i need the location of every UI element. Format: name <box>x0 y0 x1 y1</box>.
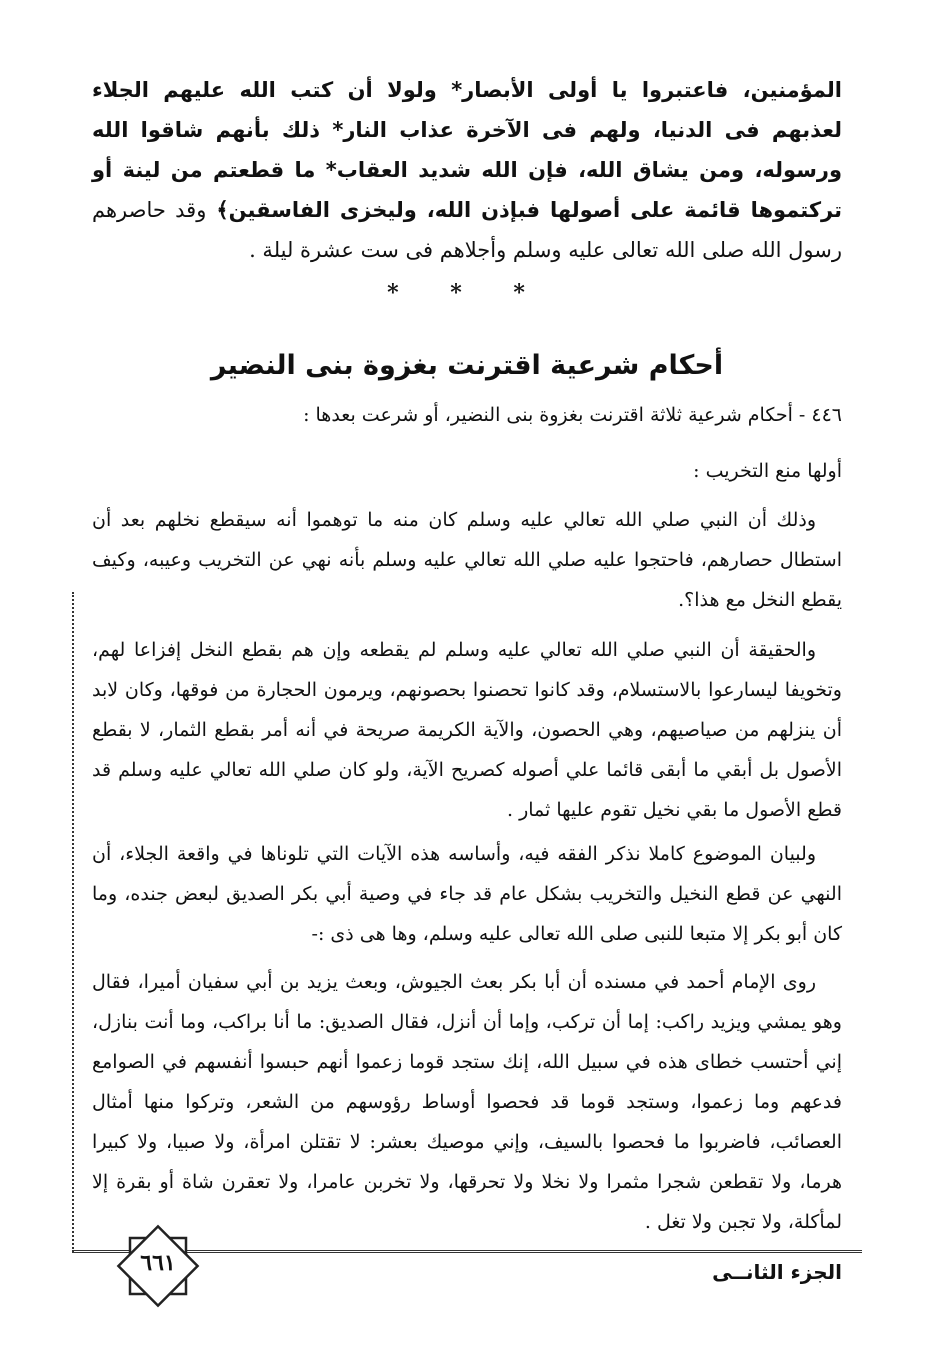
volume-label: الجزء الثانــى <box>712 1260 842 1284</box>
verse-quote: المؤمنين، فاعتبروا يا أولى الأبصار* ولولا أن كتب الله عليهم الجلاء لعذبهم فى الدنيا، ولهم فى الآخرة عذاب النار* ذلك بأنهم شاقوا الله ورسوله، ومن يشاق الله، فإن الله شديد العقاب* ما قطعتم من لينة أو تركتموها قائمة على أصولها فبإذن الله، وليخزى الفاسقين﴾ <box>92 78 843 222</box>
subheading-first: أولها منع التخريب : <box>693 460 842 482</box>
boxed-paragraph-2: ولبيان الموضوع كاملا نذكر الفقه فيه، وأساسه هذه الآيات التي تلوناها في واقعة الجلاء، أن النهي عن قطع النخيل والتخريب بشكل عام قد جاء في وصية أبي بكر الصديق لبعض جنده، وما كان أبو بكر إلا متبعا للنبى صلى الله تعالى عليه وسلم، وها هى ذى :- <box>92 843 842 945</box>
quran-verse-block <box>92 70 842 270</box>
boxed-paragraph-1: والحقيقة أن النبي صلي الله تعالي عليه وسلم لم يقطعه وإن هم بقطع النخل إفزاعا لهم، وتخويفا ليسارعوا بالاستسلام، وقد كانوا تحصنوا بحصونهم، ويرمون الحجارة من فوقها، وكان لابد أن ينزلهم من صياصيهم، وهي الحصون، والآية الكريمة صريحة في أنه أمر بقطع الثمار، لا بقطع الأصول بل أبقي ما أبقى قائما علي أصوله كصريح الآية، ولو كان صلي الله تعالي عليه وسلم قد قطع الأصول ما بقي نخيل تقوم عليها ثمار . <box>92 639 842 821</box>
section-separator: * * * <box>387 280 547 306</box>
section-heading: أحكام شرعية اقترنت بغزوة بنى النضير <box>210 350 724 381</box>
paragraph-intro: وذلك أن النبي صلي الله تعالي عليه وسلم كان منه ما توهموا أنه سيقطع نخلهم بعد أن استطال حصارهم، فاحتجوا عليه صلي الله تعالي عليه وسلم بأنه نهي عن التخريب وعيبه، وكيف يقطع النخل مع هذا؟. <box>92 509 842 611</box>
page-number: ٦٦١ <box>140 1250 176 1276</box>
verse-tail: وقد حاصرهم رسول الله صلى الله تعالى عليه وسلم وأجلاهم فى ست عشرة ليلة . <box>92 198 842 262</box>
boxed-paragraph-3: روى الإمام أحمد في مسنده أن أبا بكر بعث الجيوش، وبعث يزيد بن أبي سفيان أميرا، فقال وهو يمشي ويزيد راكب: إما أن تركب، وإما أن أنزل، فقال الصديق: ما أنا براكب، وما أنت بنازل، إني أحتسب خطاى هذه في سبيل الله، إنك ستجد قوما زعموا أنهم حبسوا أنفسهم في الصوامع فدعهم وما زعموا، وستجد قوما قد فحصوا أوساط رؤوسهم من الشعر، وتركوا منها أمثال العصائب، فاضربوا ما فحصوا بالسيف، وإني موصيك بعشر: لا تقتلن امرأة، ولا صبيا، ولا كبيرا هرما، ولا تقطعن شجرا مثمرا ولا نخلا ولا تحرقها، ولا تخربن عامرا، ولا تعقرن شاة أو بقرة إلا لمأكلة، ولا تجبن ولا تغل . <box>92 971 842 1233</box>
margin-border-left <box>72 592 78 1252</box>
numbered-paragraph-446: ٤٤٦ - أحكام شرعية ثلاثة اقترنت بغزوة بنى النضير، أو شرعت بعدها : <box>303 404 842 426</box>
